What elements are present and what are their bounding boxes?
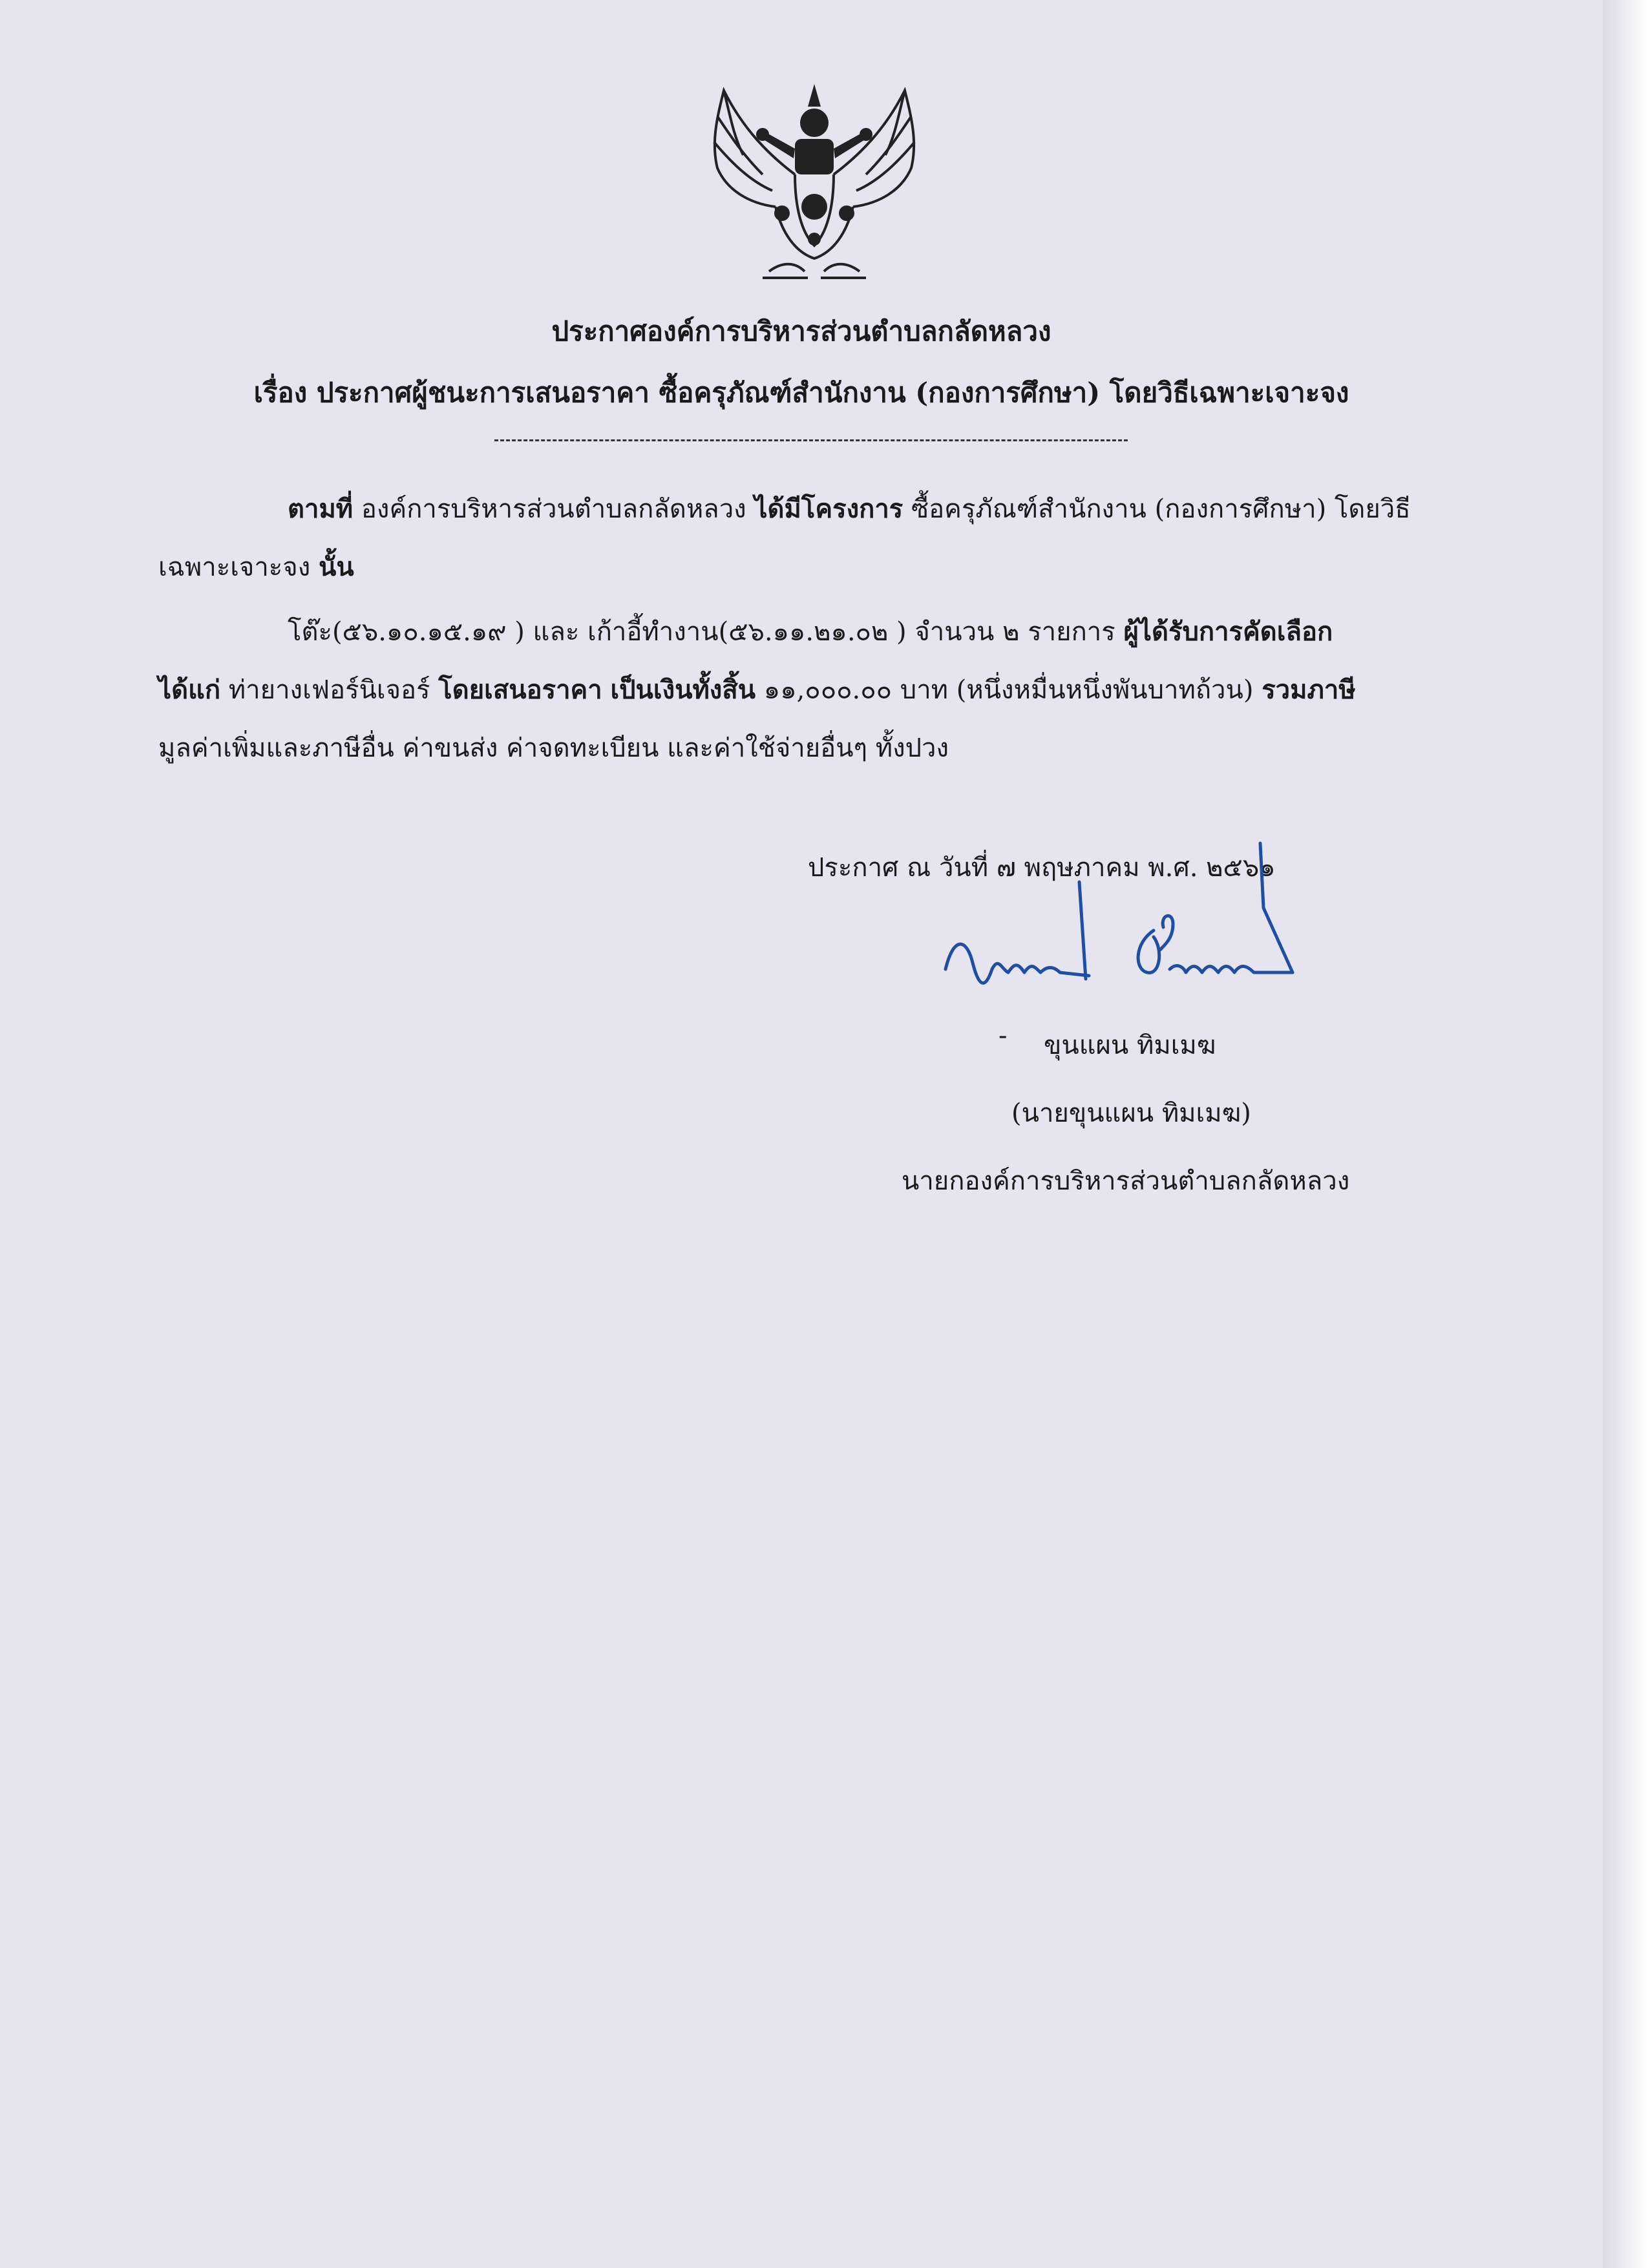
announcement-date: ประกาศ ณ วันที่ ๗ พฤษภาคม พ.ศ. ๒๕๖๑ (808, 853, 1276, 883)
announcement-subject: เรื่อง ประกาศผู้ชนะการเสนอราคา ซื้อครุภัณฑ์สำนักงาน (กองการศึกษา) โดยวิธีเฉพาะเจาะจง (253, 377, 1349, 408)
garuda-emblem-icon (698, 78, 931, 291)
paragraph-2-line-1: โต๊ะ(๕๖.๑๐.๑๕.๑๙ ) และ เก้าอี้ทำงาน(๕๖.๑๑.๒๑.๐๒ ) จำนวน ๒ รายการ ผู้ได้รับการคัดเลือก (288, 616, 1333, 647)
scan-edge-shadow (1603, 0, 1648, 2268)
handwritten-signature (940, 840, 1315, 1034)
paragraph-1-line-2: เฉพาะเจาะจง นั้น (158, 552, 354, 582)
paragraph-1-line-1: ตามที่ องค์การบริหารส่วนตำบลกลัดหลวง ได้มีโครงการ ซื้อครุภัณฑ์สำนักงาน (กองการศึกษา) โดยวิธี (288, 494, 1411, 524)
announcement-title: ประกาศองค์การบริหารส่วนตำบลกลัดหลวง (551, 315, 1051, 347)
paragraph-2-line-2: ได้แก่ ท่ายางเฟอร์นิเจอร์ โดยเสนอราคา เป็นเงินทั้งสิ้น ๑๑,๐๐๐.๐๐ บาท (หนึ่งหมื่นหนึ่งพันบาทถ้วน) รวมภาษี (158, 675, 1356, 705)
signature-dash: - (998, 1021, 1008, 1051)
signatory-position: นายกองค์การบริหารส่วนตำบลกลัดหลวง (902, 1166, 1350, 1196)
dashed-divider (494, 439, 1128, 441)
paragraph-2-line-3: มูลค่าเพิ่มและภาษีอื่น ค่าขนส่ง ค่าจดทะเบียน และค่าใช้จ่ายอื่นๆ ทั้งปวง (158, 733, 949, 763)
printed-name: (นายขุนแผน ทิมเมฆ) (1011, 1098, 1251, 1128)
handwritten-name: ขุนแผน ทิมเมฆ (1044, 1031, 1216, 1060)
